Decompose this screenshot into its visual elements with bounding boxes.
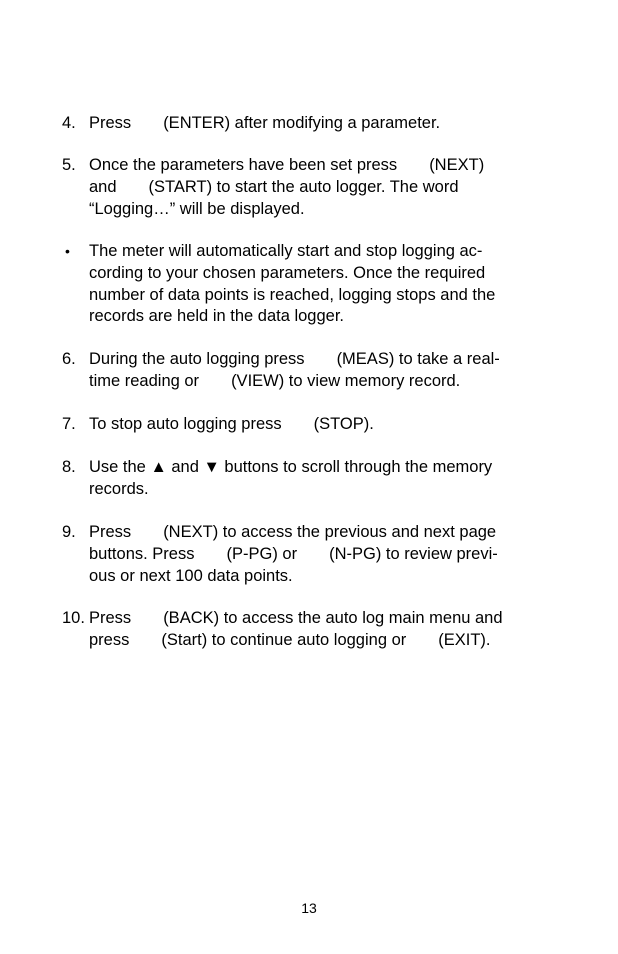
- item-text: During the auto logging press (MEAS) to take a real- time reading or (VIEW) to view memory record.: [89, 350, 500, 390]
- page-number: 13: [301, 900, 317, 916]
- item-text: Use the ▲ and ▼ buttons to scroll through the memory records.: [89, 458, 493, 498]
- item-text: The meter will automatically start and stop logging ac- cording to your chosen parameters. Once the required number of data points is reached, logging stops and the records are held in the data logger.: [89, 242, 496, 326]
- item-number: 7.: [62, 415, 76, 433]
- item-number: 9.: [62, 523, 76, 541]
- item-text: Press (BACK) to access the auto log main menu and press (Start) to continue auto logging or (EXIT).: [89, 609, 503, 649]
- item-text: To stop auto logging press (STOP).: [89, 415, 374, 433]
- item-number: 10.: [62, 609, 85, 627]
- item-number: 8.: [62, 458, 76, 476]
- item-text: Press (ENTER) after modifying a parameter.: [89, 114, 441, 132]
- item-number: 5.: [62, 156, 76, 174]
- item-text: Press (NEXT) to access the previous and next page buttons. Press (P-PG) or (N-PG) to review previ- ous or next 100 data points.: [89, 523, 498, 585]
- item-text: Once the parameters have been set press (NEXT) and (START) to start the auto logger. The word “Logging…” will be displayed.: [89, 156, 485, 218]
- item-number: 6.: [62, 350, 76, 368]
- bullet-icon: •: [65, 243, 70, 259]
- item-number: 4.: [62, 114, 76, 132]
